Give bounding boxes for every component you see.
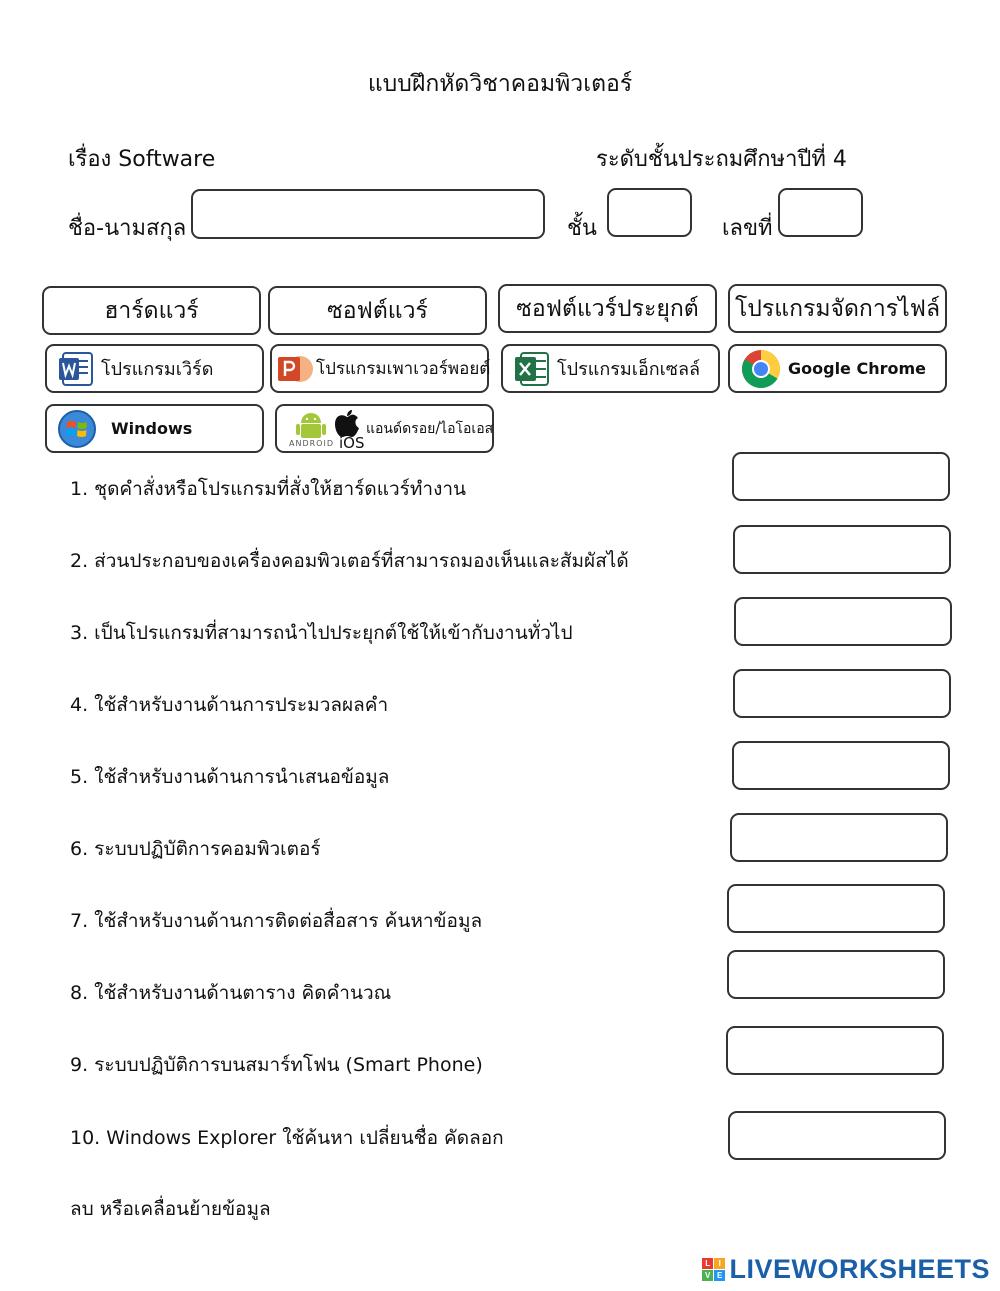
answer-box-8[interactable] [727,950,945,999]
question-3: 3. เป็นโปรแกรมที่สามารถนำไปประยุกต์ใช้ให้เข้ากับงานทั่วไป [70,622,573,644]
answer-box-6[interactable] [730,813,948,862]
option-android-ios-label: แอนด์ดรอย/ไอโอเอส [366,420,494,437]
option-chrome-label: Google Chrome [788,359,927,378]
answer-box-3[interactable] [734,597,952,646]
option-word[interactable] [45,344,264,393]
answer-box-7[interactable] [727,884,945,933]
liveworksheets-wordmark: LIVEWORKSHEETS [729,1254,990,1284]
question-9: 9. ระบบปฏิบัติการบนสมาร์ทโฟน (Smart Phone) [70,1054,483,1076]
name-input[interactable] [191,189,545,239]
answer-box-9[interactable] [726,1026,944,1075]
answer-box-2[interactable] [733,525,951,574]
question-4: 4. ใช้สำหรับงานด้านการประมวลผลคำ [70,694,389,716]
powerpoint-icon [276,350,314,388]
option-windows-label: Windows [111,419,193,438]
question-1: 1. ชุดคำสั่งหรือโปรแกรมที่สั่งให้ฮาร์ดแวร์ทำงาน [70,478,467,500]
question-5: 5. ใช้สำหรับงานด้านการนำเสนอข้อมูล [70,766,390,788]
excel-icon [513,350,551,388]
number-label: เลขที่ [722,216,773,241]
android-ios-icon [283,407,363,451]
category-hardware[interactable]: ฮาร์ดแวร์ [42,286,261,335]
liveworksheets-mark-icon: L I V E [702,1258,725,1281]
option-word-label: โปรแกรมเวิร์ด [101,359,214,380]
answer-box-1[interactable] [732,452,950,501]
name-label: ชื่อ-นามสกุล [68,216,187,241]
question-10-continuation: ลบ หรือเคลื่อนย้ายข้อมูล [70,1198,271,1220]
question-2: 2. ส่วนประกอบของเครื่องคอมพิวเตอร์ที่สามารถมองเห็นและสัมผัสได้ [70,550,629,572]
subject-label: เรื่อง Software [68,147,216,172]
grade-level-label: ระดับชั้นประถมศึกษาปีที่ 4 [596,147,847,172]
category-application-software[interactable]: ซอฟต์แวร์ประยุกต์ [498,284,717,333]
question-10: 10. Windows Explorer ใช้ค้นหา เปลี่ยนชื่อ คัดลอก [70,1127,504,1149]
option-powerpoint-label: โปรแกรมเพาเวอร์พอยต์ [316,359,491,379]
answer-box-10[interactable] [728,1111,946,1160]
option-excel[interactable] [501,344,720,393]
category-software[interactable]: ซอฟต์แวร์ [268,286,487,335]
class-label: ชั้น [567,216,597,241]
chrome-icon [740,348,782,390]
question-8: 8. ใช้สำหรับงานด้านตาราง คิดคำนวณ [70,982,392,1004]
windows-icon [57,409,97,449]
android-wordmark: ANDROID [289,438,334,448]
question-7: 7. ใช้สำหรับงานด้านการติดต่อสื่อสาร ค้นหาข้อมูล [70,910,483,932]
number-input[interactable] [778,188,863,237]
option-chrome[interactable] [728,344,947,393]
category-file-manager[interactable]: โปรแกรมจัดการไฟล์ [728,284,947,333]
ios-wordmark: iOS [339,433,365,452]
option-excel-label: โปรแกรมเอ็กเซลล์ [557,359,701,380]
answer-box-4[interactable] [733,669,951,718]
option-windows[interactable] [45,404,264,453]
option-powerpoint[interactable] [270,344,489,393]
question-6: 6. ระบบปฏิบัติการคอมพิวเตอร์ [70,838,321,860]
option-android-ios[interactable] [275,404,494,453]
answer-box-5[interactable] [732,741,950,790]
word-icon [57,350,95,388]
worksheet-title: แบบฝึกหัดวิชาคอมพิวเตอร์ [367,71,633,97]
class-input[interactable] [607,188,692,237]
liveworksheets-logo [702,1254,990,1285]
